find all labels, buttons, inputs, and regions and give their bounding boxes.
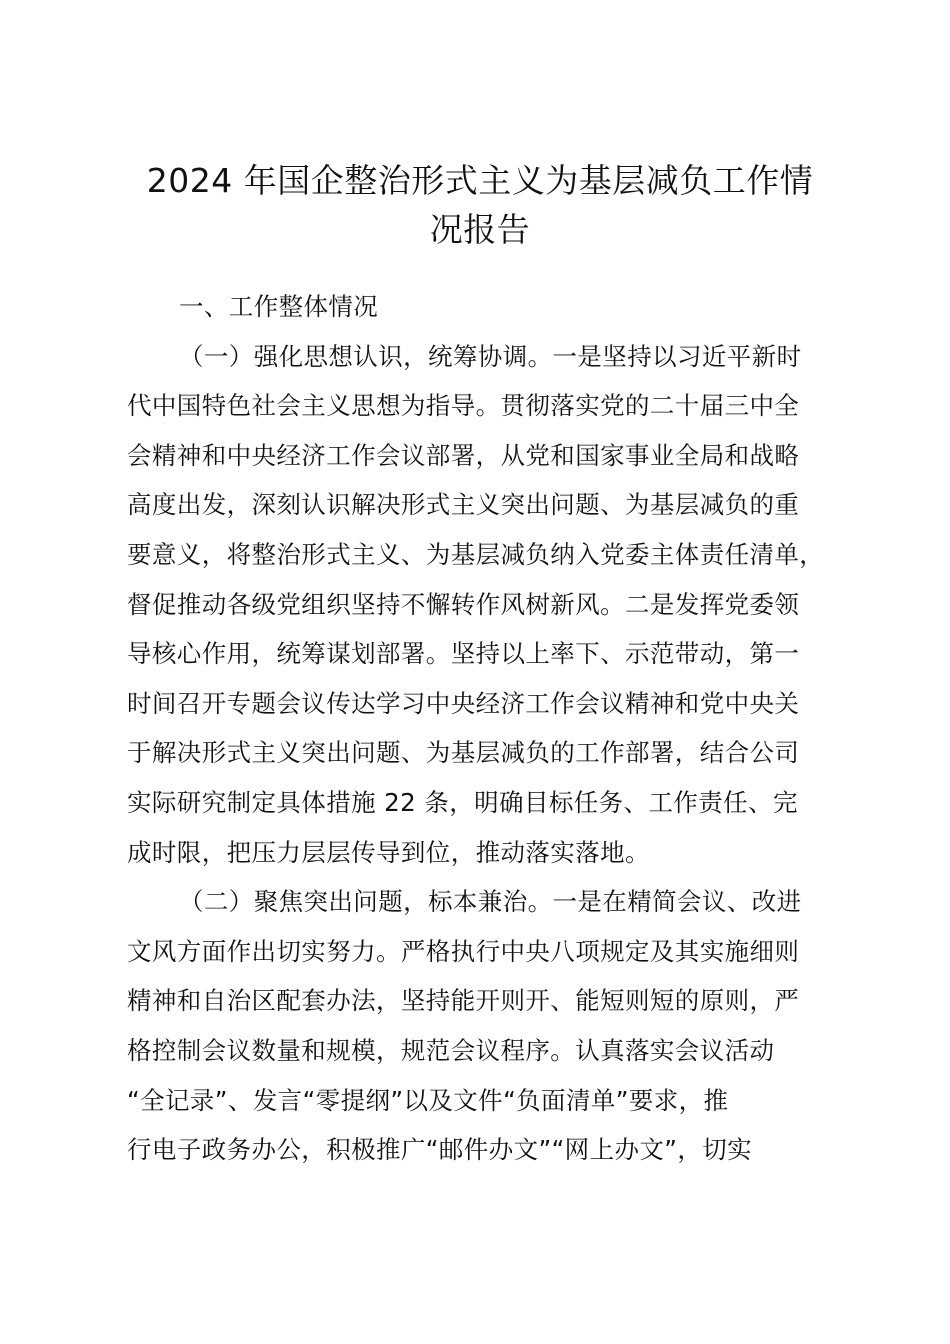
document-body: [127, 282, 867, 1175]
document-title: [120, 156, 840, 254]
paragraph-line: 高度出发，深刻认识解决形式主义突出问题、为基层减负的重: [127, 490, 800, 520]
paragraph-line: 要意义，将整治形式主义、为基层减负纳入党委主体责任清单，: [127, 539, 825, 569]
paragraph-line: 成时限，把压力层层传导到位，推动落实落地。: [127, 837, 650, 867]
section-heading: 一、工作整体情况: [179, 292, 379, 321]
paragraph-line: 精神和自治区配套办法，坚持能开则开、能短则短的原则，严: [127, 986, 800, 1016]
paragraph-line: 格控制会议数量和规模，规范会议程序。认真落实会议活动: [127, 1035, 775, 1065]
paragraph-line: “全记录”、发言“零提纲”以及文件“负面清单”要求，推: [127, 1085, 729, 1115]
paragraph-line: 导核心作用，统筹谋划部署。坚持以上率下、示范带动，第一: [127, 639, 800, 669]
paragraph-line: 代中国特色社会主义思想为指导。贯彻落实党的二十届三中全: [127, 391, 800, 421]
paragraph-line: 行电子政务办公，积极推广“邮件办文”“网上办文”，切实: [127, 1135, 753, 1165]
paragraph-line: （一）强化思想认识，统筹协调。一是坚持以习近平新时: [179, 341, 802, 371]
title-line-1: 2024 年国企整治形式主义为基层减负工作情: [146, 161, 814, 200]
paragraph-line: 于解决形式主义突出问题、为基层减负的工作部署，结合公司: [127, 738, 800, 768]
paragraph-line: （二）聚焦突出问题，标本兼治。一是在精简会议、改进: [179, 887, 802, 917]
paragraph-line: 文风方面作出切实努力。严格执行中央八项规定及其实施细则: [127, 936, 800, 966]
title-line-2: 况报告: [429, 210, 531, 249]
paragraph-line: 时间召开专题会议传达学习中央经济工作会议精神和党中央关: [127, 688, 800, 718]
paragraph-line: 实际研究制定具体措施 22 条，明确目标任务、工作责任、完: [127, 787, 798, 817]
paragraph-line: 督促推动各级党组织坚持不懈转作风树新风。二是发挥党委领: [127, 589, 800, 619]
paragraph-line: 会精神和中央经济工作会议部署，从党和国家事业全局和战略: [127, 440, 800, 470]
